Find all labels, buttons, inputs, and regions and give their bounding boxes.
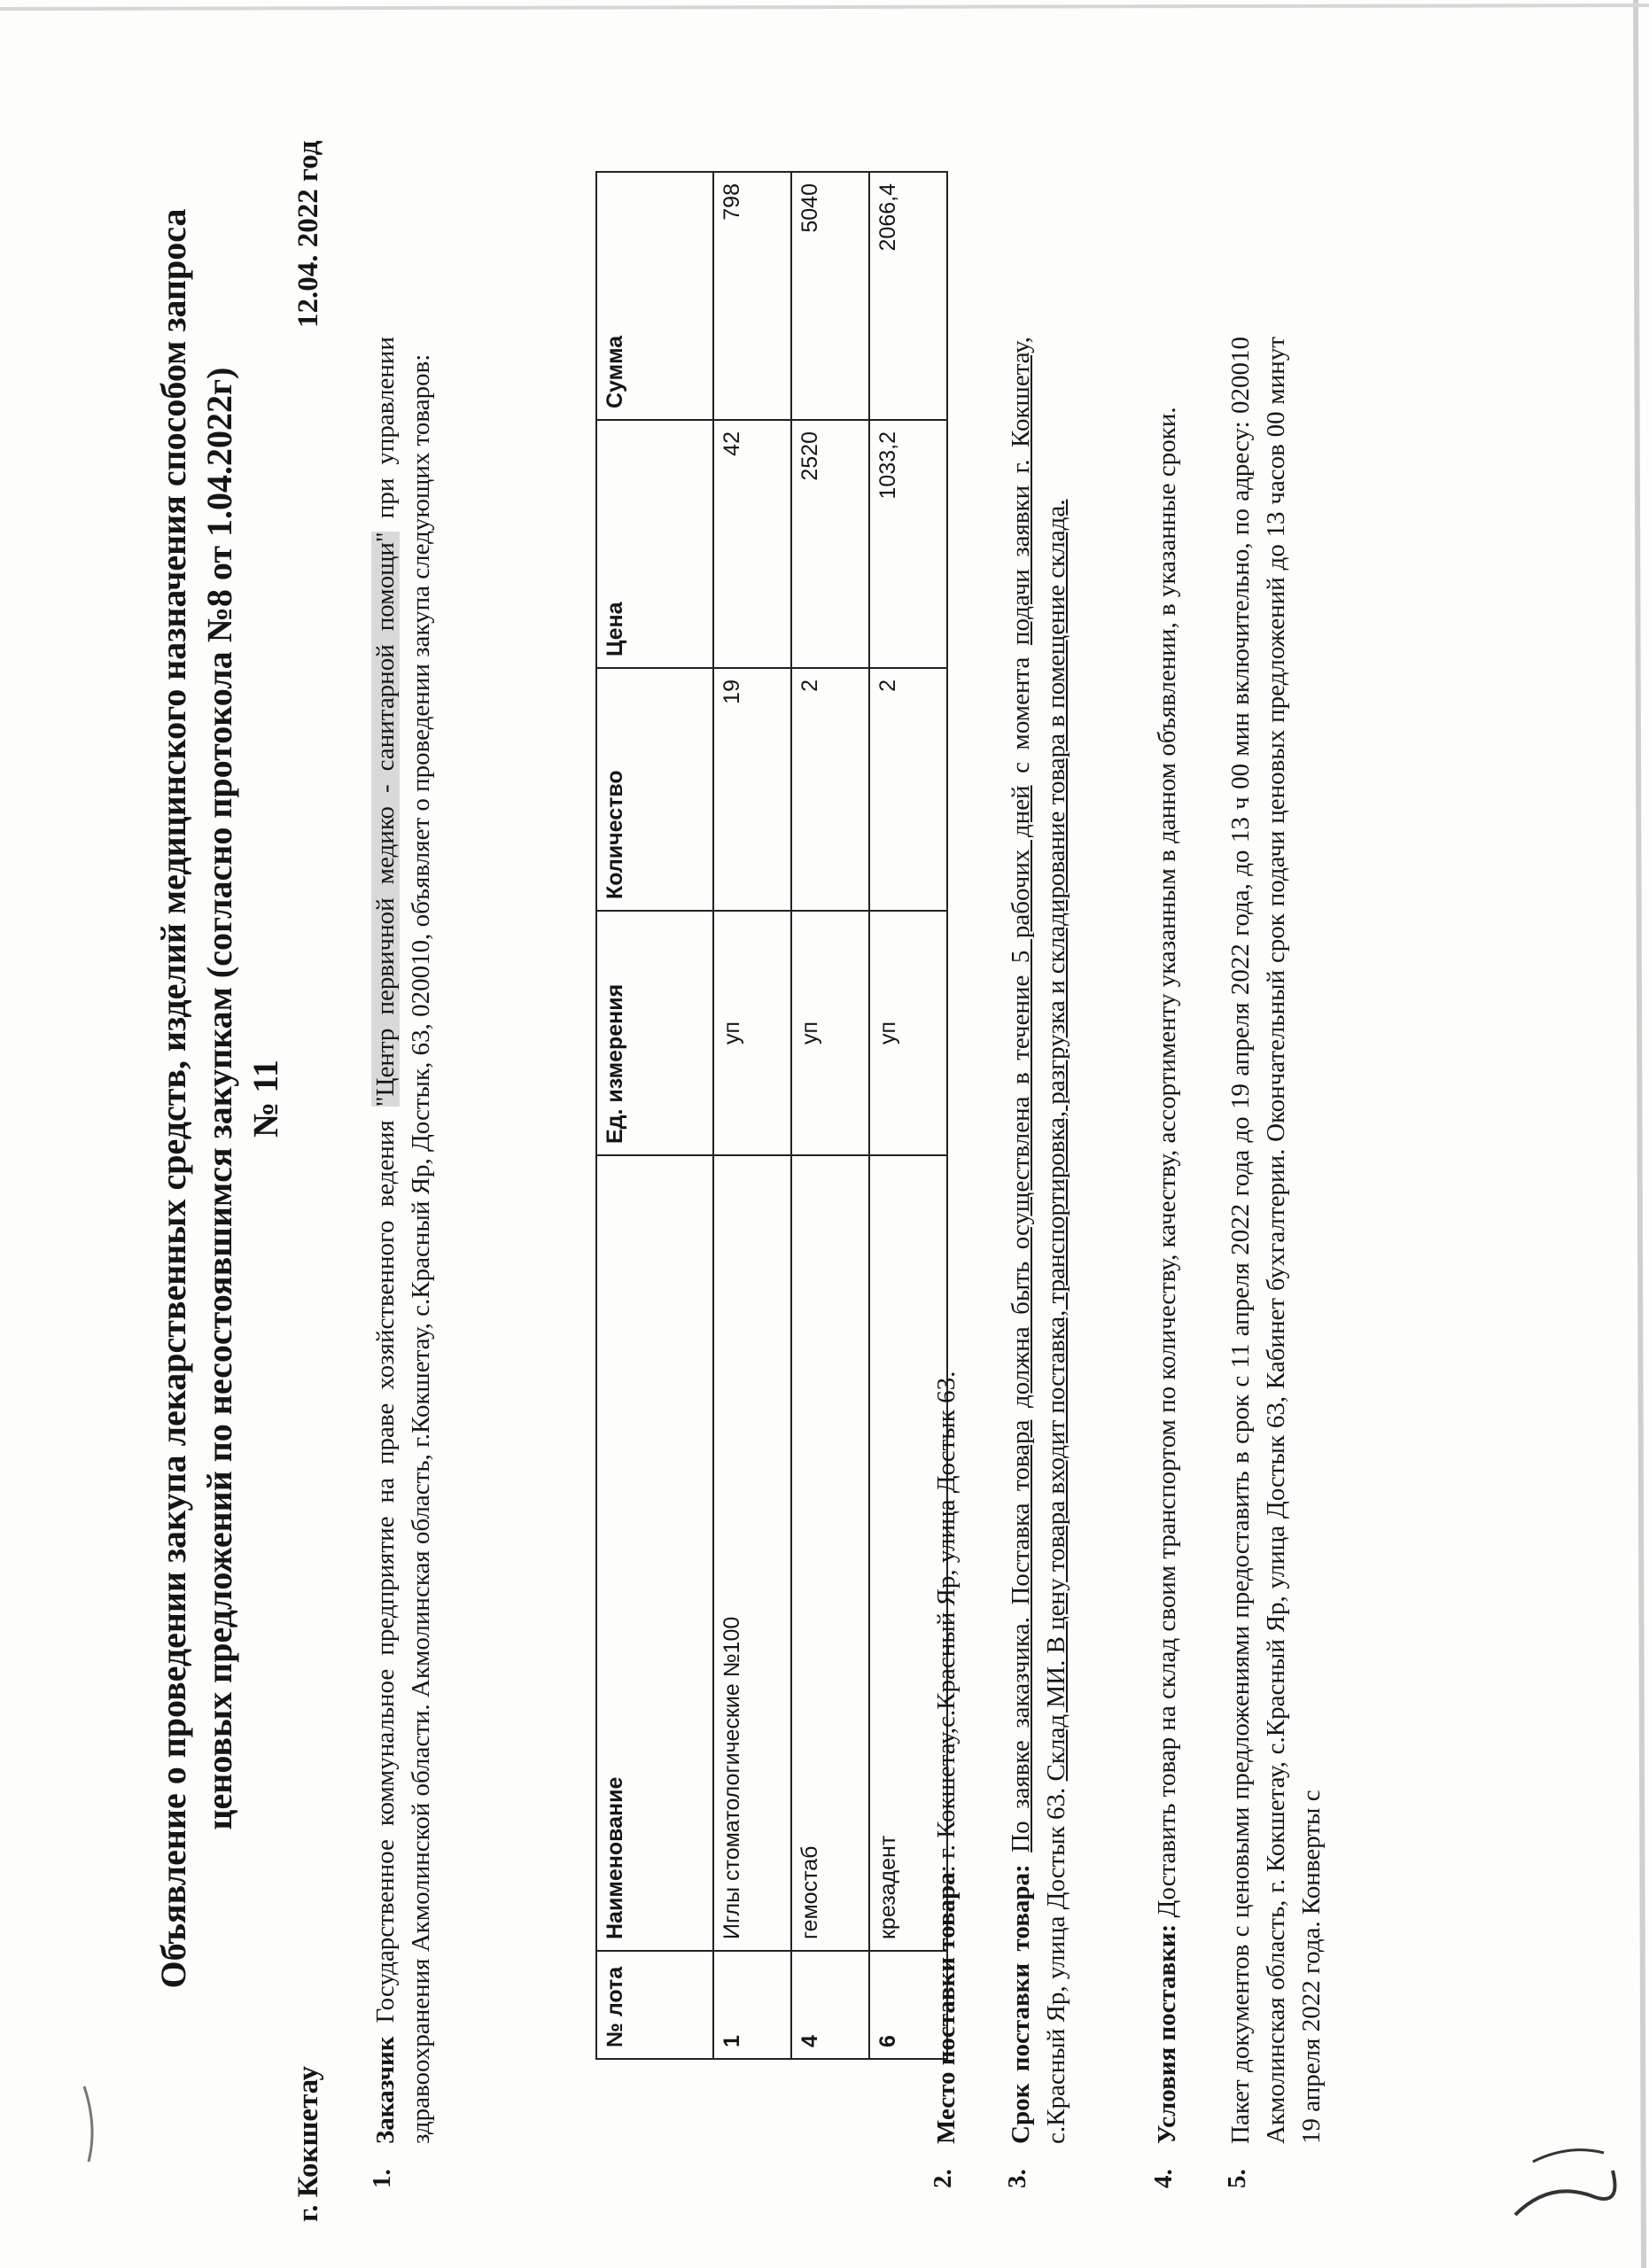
item-4-delivery-conditions [1149,337,1185,2144]
header-price: Цена [596,420,713,668]
item-3-label: Срок поставки товара: [1007,1864,1035,2144]
signature-mark [1497,2091,1639,2233]
item-5-number: 5. [1223,2169,1251,2188]
header-quantity: Количество [596,668,713,911]
item-2-number: 2. [929,2169,957,2188]
date: 12.04. 2022 год [292,140,324,328]
item-3-delivery-term [1003,337,1074,2144]
header-sum: Сумма [596,172,713,420]
title-line-2: ценовых предложений по несостоявшимся закупкам (согласно протокола №8 от 1.04.2022г) [199,367,239,1830]
item-5-documents: Пакет документов с ценовыми предложениями предоставить в срок с 11 апреля 2022 года до 19 апреля 2022 года, до 13 ч 00 мин включительно, по адресу: 020010 Акмолинская область, г. Кокшетау, с.Красный Яр, улица Достык 63, Кабинет бухгалтерии. Окончательный срок подачи ценовых предложений до 13 часов 00 минут 19 апреля 2022 года. Конверты с [1226,337,1326,2144]
title-number: № 11 [245,1060,285,1138]
item-3-text-2 [1007,1408,1035,1420]
cell-unit: уп [791,911,869,1155]
cell-name: гемостаб [791,1155,869,1951]
cell-sum: 2066,4 [869,172,947,420]
item-1-customer [368,337,439,2144]
item-4-text: Доставить товар на склад своим транспортом по количеству, качеству, ассортименту указанным в данном объявлении, в указанные сроки. [1153,407,1181,1924]
goods-table [595,171,948,2060]
cell-price: 42 [713,420,791,668]
item-3-text-4: с.Красный Яр, улица Достык 63. [1042,1781,1070,2144]
cell-lot: 1 [713,1951,791,2059]
header-lot: № лота [596,1951,713,2059]
header-name: Наименование [596,1155,713,1951]
cell-lot: 6 [869,1951,947,2059]
title-line-1: Объявление о проведении закупа лекарственных средств, изделий медицинского назначения способом запроса [153,208,193,1989]
item-4-number: 4. [1149,2169,1178,2188]
item-3-text-1 [1007,1852,1035,1865]
cell-quantity: 2 [869,668,947,911]
cell-quantity: 19 [713,668,791,911]
table-header-row [596,172,713,2059]
item-2-label: Место поставки товара [932,1872,961,2144]
item-2-delivery-place [929,337,964,2144]
cell-price: 2520 [791,420,869,668]
item-3-number: 3. [1003,2169,1031,2188]
header-unit: Ед. измерения [596,911,713,1155]
cell-unit: уп [713,911,791,1155]
item-3-underlined-3: подачи заявки г. Кокшетау, [1007,336,1035,646]
cell-unit: уп [869,911,947,1155]
cell-name: крезадент [869,1155,947,1951]
item-4-label: Условия поставки: [1153,1923,1181,2144]
table-row [791,172,869,2059]
item-2-text: : г. Кокшетау,с.Красный Яр, улица Достык 63. [932,1371,961,1873]
item-1-text-a: Государственное коммунальное предприятие на праве хозяйственного ведения [371,1107,400,2037]
item-1-highlight: "Центр первичной медико - санитарной помощи" [371,532,400,1107]
cell-sum: 5040 [791,172,869,420]
item-3-underlined-1: По заявке заказчика. Поставка товара [1007,1419,1035,1852]
cell-lot: 4 [791,1951,869,2059]
item-1-text-b: при управлении здравоохранения Акмолинской области. Акмолинская область, г.Кокшетау, с.Красный Яр, Достык, 63, 020010, объявляет о проведении закупа следующих товаров: [371,337,435,2144]
cell-price: 1033,2 [869,420,947,668]
item-3-underlined-4: Склад МИ. В цену товара входит поставка, транспортировка, разгрузка и складирование товара в помещение склада. [1042,499,1070,1782]
item-3-underlined-2: должна быть осуществлена в течение 5 рабочих дней [1007,785,1035,1409]
cell-sum: 798 [713,172,791,420]
item-1-label: Заказчик [371,2036,400,2144]
item-1-number: 1. [368,2169,396,2188]
cell-quantity: 2 [791,668,869,911]
city: г. Кокшетау [292,2065,324,2222]
document-title [151,35,289,2162]
item-3-text-3: с момента [1007,645,1035,786]
cell-name: Иглы стоматологические №100 [713,1155,791,1951]
table-row [713,172,791,2059]
